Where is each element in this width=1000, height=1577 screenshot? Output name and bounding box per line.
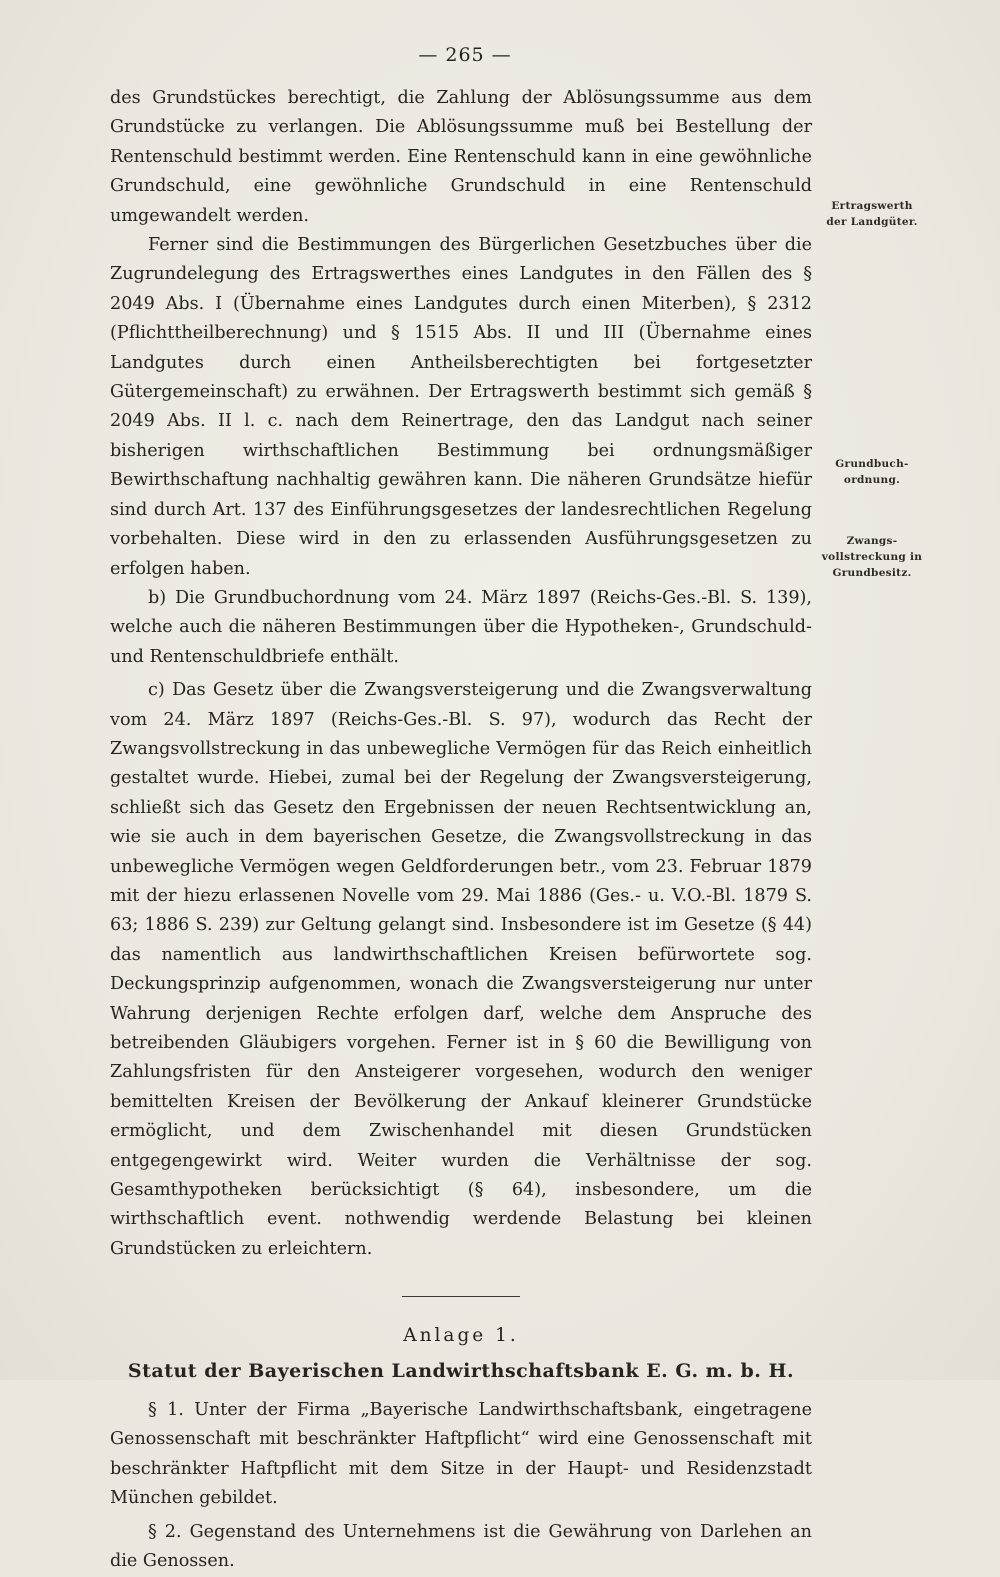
margin-note-line: Grundbesitz. bbox=[832, 567, 912, 579]
annex-section-2: § 2. Gegenstand des Unternehmens ist die Gewährung von Darlehen an die Genossen. bbox=[110, 1521, 812, 1572]
page-number: — 265 — bbox=[418, 44, 512, 66]
margin-note-ertragswerth bbox=[818, 198, 926, 230]
margin-note-line: Zwangs- bbox=[846, 535, 898, 547]
annex-title: Statut der Bayerischen Landwirthschaftsbank E. G. m. b. H. bbox=[127, 1359, 795, 1382]
margin-note-grundbuchordnung bbox=[818, 456, 926, 488]
margin-note-line: Grundbuch- bbox=[835, 458, 909, 470]
section-divider bbox=[402, 1296, 520, 1297]
main-text-column bbox=[110, 84, 812, 1577]
paragraph-zwangsversteigerung: c) Das Gesetz über die Zwangsversteigerung und die Zwangsverwaltung vom 24. März 1897 (Reichs-Ges.-Bl. S. 97), wodurch das Recht der Zwangsvollstreckung in das unbewegliche Vermögen für das Reich einheitlich gestaltet wurde. Hiebei, zumal bei der Regelung der Zwangsversteigerung, schließt sich das Gesetz den Ergebnissen der neuen Rechtsentwicklung an, wie sie auch in dem bayerischen Gesetze, die Zwangsvollstreckung in das unbewegliche Vermögen wegen Geldforderungen betr., vom 23. Februar 1879 mit der hiezu erlassenen Novelle vom 29. Mai 1886 (Ges.- u. V.O.-Bl. 1879 S. 63; 1886 S. 239) zur Geltung gelangt sind. Insbesondere ist im Gesetze (§ 44) das namentlich aus landwirthschaftlichen Kreisen befürwortete sog. Deckungsprinzip aufgenommen, wonach die Zwangsversteigerung nur unter Wahrung derjenigen Rechte erfolgen darf, welche dem Anspruche des betreibenden Gläubigers vorgehen. Ferner ist in § 60 die Bewilligung von Zahlungsfristen für den Ansteigerer vorgesehen, wodurch den weniger bemittelten Kreisen der Bevölkerung der Ankauf kleinerer Grundstücke ermöglicht, und dem Zwischenhandel mit diesen Grundstücken entgegengewirkt wird. Weiter wurden die Verhältnisse der sog. Gesamthypotheken berücksichtigt (§ 64), insbesondere, um die wirthschaftlich event. nothwendig werdende Belastung bei kleinen Grundstücken zu erleichtern. bbox=[110, 680, 812, 1259]
paragraph-ertragswerth: Ferner sind die Bestimmungen des Bürgerlichen Gesetzbuches über die Zugrundelegung des Ertragswerthes eines Landgutes in den Fällen des § 2049 Abs. I (Übernahme eines Landgutes durch einen Miterben), § 2312 (Pflichttheilberechnung) und § 1515 Abs. II und III (Übernahme eines Landgutes durch einen Antheilsberechtigten bei fortgesetzter Gütergemeinschaft) zu erwähnen. Der Ertragswerth bestimmt sich gemäß § 2049 Abs. II l. c. nach dem Reinertrage, den das Landgut nach seiner bisherigen wirthschaftlichen Bestimmung bei ordnungsmäßiger Bewirthschaftung nachhaltig gewähren kann. Die näheren Grundsätze hiefür sind durch Art. 137 des Einführungsgesetzes der landesrechtlichen Regelung vorbehalten. Diese wird in den zu erlassenden Ausführungsgesetzen zu erfolgen haben. bbox=[110, 235, 812, 579]
paragraph-rentenschuld: des Grundstückes berechtigt, die Zahlung der Ablösungssumme aus dem Grundstücke zu verlangen. Die Ablösungssumme muß bei Bestellung der Rentenschuld bestimmt werden. Eine Rentenschuld kann in eine gewöhnliche Grundschuld, eine gewöhnliche Grundschuld in eine Rentenschuld umgewandelt werden. bbox=[110, 88, 812, 226]
margin-note-zwangsvollstreckung bbox=[818, 533, 926, 581]
margin-note-line: vollstreckung in bbox=[821, 551, 923, 563]
margin-note-line: Ertragswerth bbox=[831, 200, 913, 212]
annex-label: Anlage 1. bbox=[403, 1325, 519, 1347]
paragraph-grundbuchordnung: b) Die Grundbuchordnung vom 24. März 1897 (Reichs-Ges.-Bl. S. 139), welche auch die näheren Bestimmungen über die Hypotheken-, Grundschuld- und Rentenschuldbriefe enthält. bbox=[110, 587, 812, 667]
margin-note-line: der Landgüter. bbox=[826, 216, 918, 228]
annex-section-1: § 1. Unter der Firma „Bayerische Landwirthschaftsbank, eingetragene Genossenschaft mit beschränkter Haftpflicht“ wird eine Genossenschaft mit beschränkter Haftpflicht mit dem Sitze in der Haupt- und Residenzstadt München gebildet. bbox=[110, 1400, 812, 1509]
margin-note-line: ordnung. bbox=[843, 474, 901, 486]
